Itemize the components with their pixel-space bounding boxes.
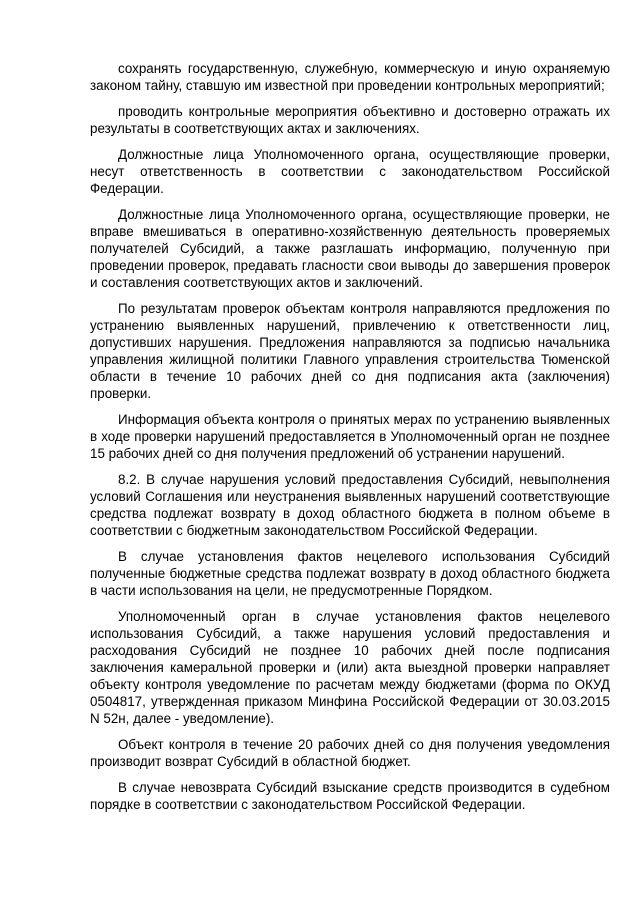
paragraph-judicial-recovery: В случае невозврата Субсидий взыскание средств производится в судебном порядке в соответствии с законодательством Российской Федерации. [90, 780, 610, 812]
paragraph-officials-responsibility: Должностные лица Уполномоченного органа, осуществляющие проверки, несут ответственность в соответствии с законодательством Российской Федерации. [90, 147, 610, 196]
paragraph-return-deadline: Объект контроля в течение 20 рабочих дней со дня получения уведомления производит возврат Субсидий в областной бюджет. [90, 737, 610, 769]
paragraph-measures-information: Информация объекта контроля о принятых мерах по устранению выявленных в ходе проверки нарушений предоставляется в Уполномоченный орган не позднее 15 рабочих дней со дня получения предложений об устранении нарушений. [90, 412, 610, 461]
paragraph-objective-control: проводить контрольные мероприятия объективно и достоверно отражать их результаты в соответствующих актах и заключениях. [90, 104, 610, 136]
paragraph-confidentiality: сохранять государственную, служебную, коммерческую и иную охраняемую законом тайну, ставшую им известной при проведении контрольных мероприятий; [90, 61, 610, 93]
paragraph-inspection-results: По результатам проверок объектам контроля направляются предложения по устранению выявленных нарушений, привлечению к ответственности лиц, допустивших нарушения. Предложения направляются за подписью начальника управления жилищной политики Главного управления строительства Тюменской области в течение 10 рабочих дней со дня подписания акта (заключения) проверки. [90, 301, 610, 401]
paragraph-officials-restrictions: Должностные лица Уполномоченного органа, осуществляющие проверки, не вправе вмешиваться в оперативно-хозяйственную деятельность проверяемых получателей Субсидий, а также разглашать информацию, полученную при проведении проверок, предавать гласности свои выводы до завершения проверок и составления соответствующих актов и заключений. [90, 207, 610, 290]
paragraph-notification: Уполномоченный орган в случае установления фактов нецелевого использования Субсидий, а также нарушения условий предоставления и расходования Субсидий не позднее 10 рабочих дней после подписания заключения камеральной проверки и (или) акта выездной проверки направляет объекту контроля уведомление по расчетам между бюджетами (форма по ОКУД 0504817, утвержденная приказом Минфина Российской Федерации от 30.03.2015 N 52н, далее - уведомление). [90, 609, 610, 726]
paragraph-misuse-return: В случае установления фактов нецелевого использования Субсидий полученные бюджетные средства подлежат возврату в доход областного бюджета в части использования на цели, не предусмотренные Порядком. [90, 549, 610, 598]
paragraph-section-8-2: 8.2. В случае нарушения условий предоставления Субсидий, невыполнения условий Соглашения или неустранения выявленных нарушений соответствующие средства подлежат возврату в доход областного бюджета в полном объеме в соответствии с бюджетным законодательством Российской Федерации. [90, 472, 610, 538]
